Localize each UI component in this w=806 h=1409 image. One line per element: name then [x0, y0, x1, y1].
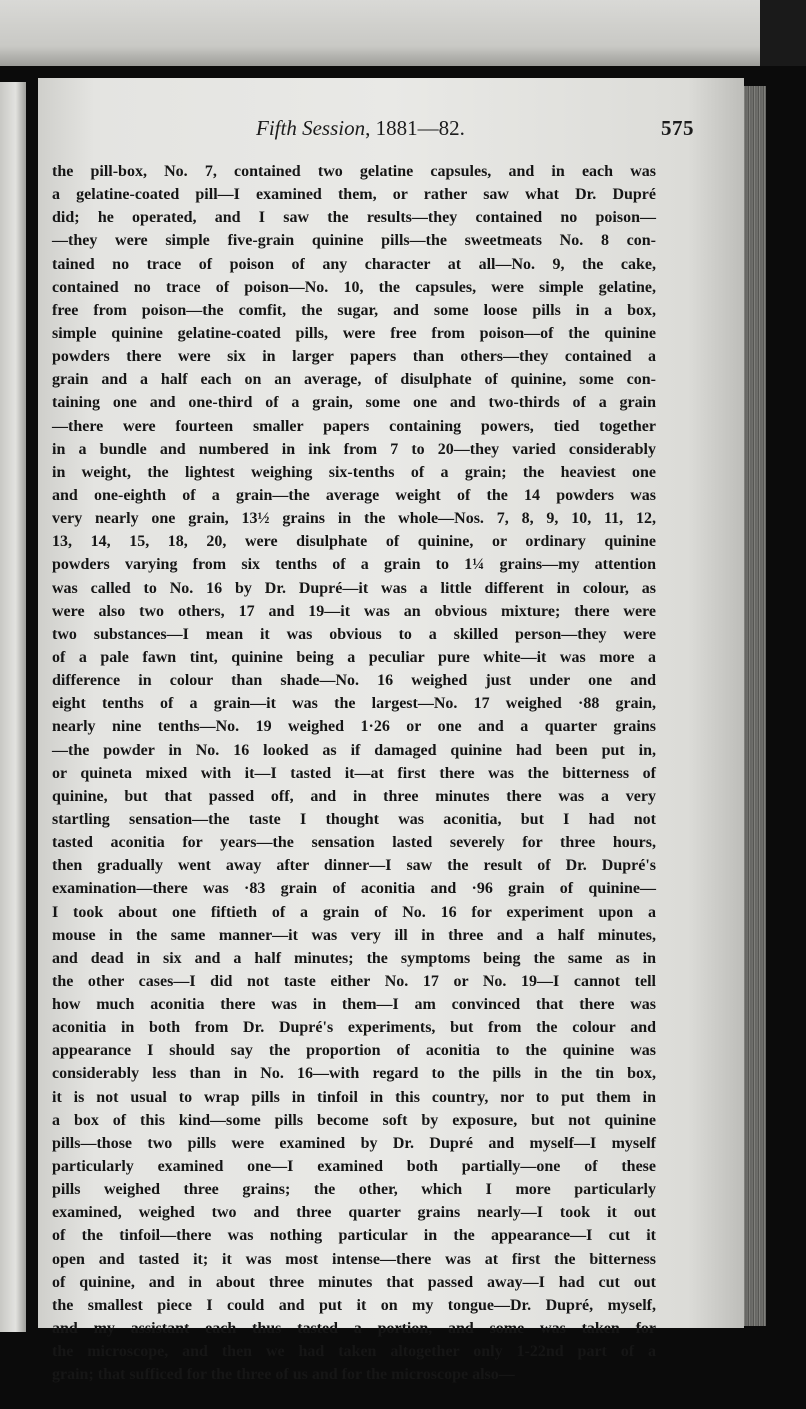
text-line: pills—those two pills were examined by Dr. Dupré and myself—I myself [52, 1134, 656, 1152]
text-line: tained no trace of poison of any character at all—No. 9, the cake, [52, 255, 656, 273]
text-line: —they were simple five-grain quinine pills—the sweetmeats No. 8 con- [52, 232, 656, 250]
text-line: then gradually went away after dinner—I saw the result of Dr. Dupré's [52, 857, 656, 875]
text-line: was called to No. 16 by Dr. Dupré—it was a little different in colour, as [52, 579, 656, 597]
text-line: contained no trace of poison—No. 10, the capsules, were simple gelatine, [52, 278, 656, 296]
text-line: it is not usual to wrap pills in tinfoil in this country, nor to put them in [52, 1088, 656, 1106]
text-line: two substances—I mean it was obvious to a skilled person—they were [52, 625, 656, 643]
body-text [52, 160, 656, 1386]
text-line: particularly examined one—I examined both partially—one of these [52, 1158, 656, 1176]
text-line: aconitia in both from Dr. Dupré's experiments, but from the colour and [52, 1019, 656, 1037]
text-line: mouse in the same manner—it was very ill in three and a half minutes, [52, 926, 656, 944]
text-line: eight tenths of a grain—it was the largest—No. 17 weighed ·88 grain, [52, 695, 656, 713]
text-line: were also two others, 17 and 19—it was an obvious mixture; there were [52, 602, 656, 620]
text-line: grain and a half each on an average, of disulphate of quinine, some con- [52, 371, 656, 389]
text-line: difference in colour than shade—No. 16 weighed just under one and [52, 672, 656, 690]
text-line: powders varying from six tenths of a grain to 1¼ grains—my attention [52, 556, 656, 574]
text-line: grain; that sufficed for the three of us and for the microscope also— [52, 1366, 515, 1384]
text-line: a box of this kind—some pills become soft by exposure, but not quinine [52, 1111, 656, 1129]
text-line: open and tasted it; it was most intense—there was at first the bitterness [52, 1250, 656, 1268]
text-line: nearly nine tenths—No. 19 weighed 1·26 or one and a quarter grains [52, 718, 656, 736]
text-line: examined, weighed two and three quarter grains nearly—I took it out [52, 1204, 656, 1222]
page-header [60, 116, 694, 144]
text-line: pills weighed three grains; the other, which I more particularly [52, 1181, 656, 1199]
text-line: taining one and one-third of a grain, some one and two-thirds of a grain [52, 394, 656, 412]
text-line: very nearly one grain, 13½ grains in the whole—Nos. 7, 8, 9, 10, 11, 12, [52, 510, 656, 528]
text-line: and my assistant each thus tasted a portion, and some was taken for [52, 1320, 656, 1338]
running-head-years: , 1881—82. [365, 116, 465, 140]
text-line: of quinine, and in about three minutes that passed away—I had cut out [52, 1273, 656, 1291]
text-line: considerably less than in No. 16—with regard to the pills in the tin box, [52, 1065, 656, 1083]
text-line: how much aconitia there was in them—I am convinced that there was [52, 996, 656, 1014]
text-line: in a bundle and numbered in ink from 7 to 20—they varied considerably [52, 440, 656, 458]
text-line: the pill-box, No. 7, contained two gelatine capsules, and in each was [52, 163, 656, 180]
text-line: —the powder in No. 16 looked as if damaged quinine had been put in, [52, 741, 656, 759]
text-line: of a pale fawn tint, quinine being a peculiar pure white—it was more a [52, 648, 656, 666]
background-page-edge-top [0, 0, 806, 66]
text-line: and one-eighth of a grain—the average weight of the 14 powders was [52, 486, 656, 504]
text-line: in weight, the lightest weighing six-tenths of a grain; the heaviest one [52, 463, 656, 481]
facing-page-sliver [0, 82, 26, 1332]
text-line: did; he operated, and I saw the results—they contained no poison— [52, 209, 656, 227]
page-edges [744, 86, 766, 1326]
text-line: the smallest piece I could and put it on my tongue—Dr. Dupré, myself, [52, 1296, 656, 1314]
text-line: I took about one fiftieth of a grain of No. 16 for experiment upon a [52, 903, 656, 921]
text-line: simple quinine gelatine-coated pills, were free from poison—of the quinine [52, 324, 656, 342]
text-line: free from poison—the comfit, the sugar, and some loose pills in a box, [52, 301, 656, 319]
text-line: a gelatine-coated pill—I examined them, or rather saw what Dr. Dupré [52, 186, 656, 204]
page-number: 575 [661, 116, 694, 140]
background-dark-corner [760, 0, 806, 66]
text-line: powders there were six in larger papers than others—they contained a [52, 348, 656, 366]
text-line: the other cases—I did not taste either No. 17 or No. 19—I cannot tell [52, 972, 656, 990]
text-line: and dead in six and a half minutes; the symptoms being the same as in [52, 949, 656, 967]
text-line: quinine, but that passed off, and in three minutes there was a very [52, 787, 656, 805]
text-line: startling sensation—the taste I thought was aconitia, but I had not [52, 810, 656, 828]
text-line: appearance I should say the proportion of aconitia to the quinine was [52, 1042, 656, 1060]
text-line: —there were fourteen smaller papers containing powers, tied together [52, 417, 656, 435]
running-head [256, 116, 465, 141]
text-line: the microscope, and then we had taken altogether only 1-22nd part of a [52, 1343, 656, 1361]
text-line: examination—there was ·83 grain of aconitia and ·96 grain of quinine— [52, 880, 656, 898]
text-line: 13, 14, 15, 18, 20, were disulphate of quinine, or ordinary quinine [52, 533, 656, 551]
text-line: tasted aconitia for years—the sensation lasted severely for three hours, [52, 834, 656, 852]
running-head-session: Fifth Session [256, 116, 366, 140]
text-line: or quineta mixed with it—I tasted it—at first there was the bitterness of [52, 764, 656, 782]
text-line: of the tinfoil—there was nothing particular in the appearance—I cut it [52, 1227, 656, 1245]
